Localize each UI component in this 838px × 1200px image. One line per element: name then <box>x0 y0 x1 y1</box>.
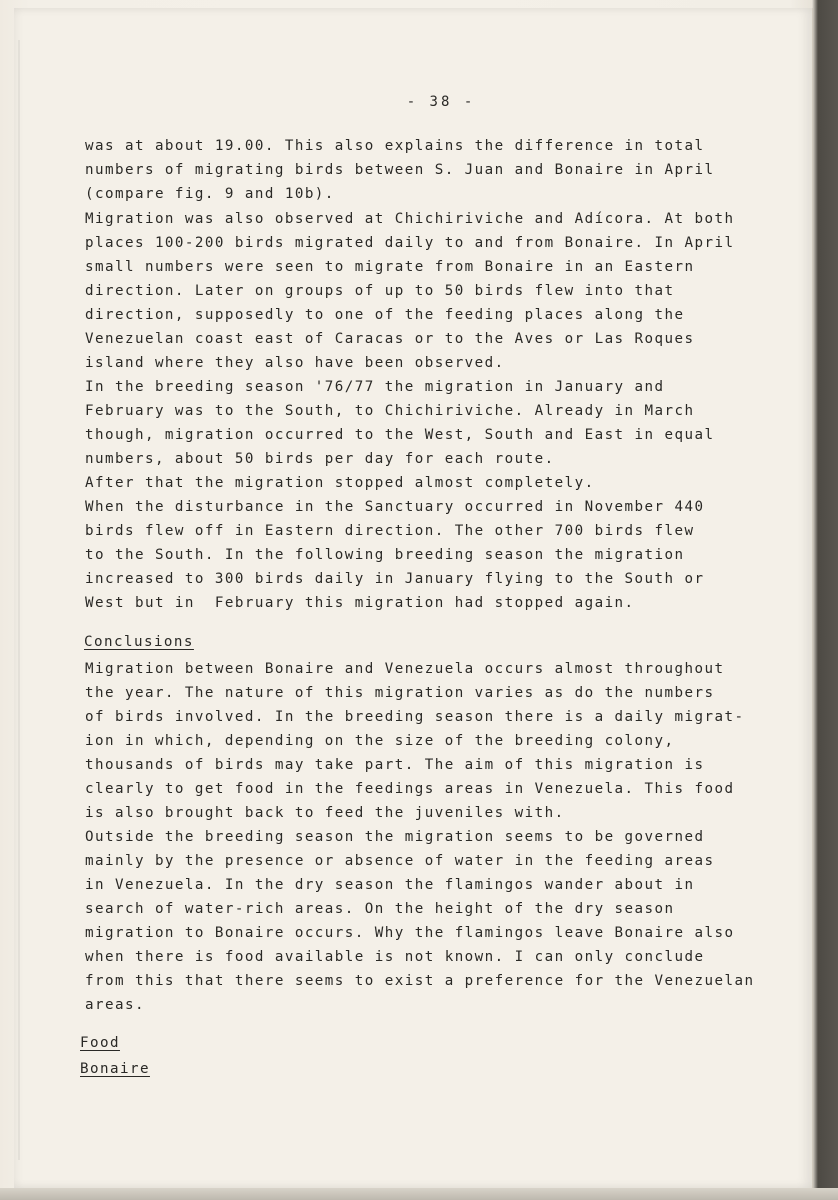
text-line: clearly to get food in the feedings areas in Venezuela. This food <box>85 781 735 797</box>
text-line: Migration between Bonaire and Venezuela occurs almost throughout <box>85 661 725 677</box>
text-line: numbers of migrating birds between S. Juan and Bonaire in April <box>85 162 715 178</box>
text-line: though, migration occurred to the West, South and East in equal <box>85 427 715 443</box>
text-line: ion in which, depending on the size of the breeding colony, <box>85 733 675 749</box>
text-line: from this that there seems to exist a preference for the Venezuelan <box>85 973 755 989</box>
text-line: when there is food available is not known. I can only conclude <box>85 949 705 965</box>
text-line: direction. Later on groups of up to 50 birds flew into that <box>85 283 675 299</box>
text-line: birds flew off in Eastern direction. The other 700 birds flew <box>85 523 695 539</box>
text-line: Migration was also observed at Chichiriviche and Adícora. At both <box>85 211 735 227</box>
text-line: areas. <box>85 997 145 1013</box>
text-line: in Venezuela. In the dry season the flamingos wander about in <box>85 877 695 893</box>
text-line: thousands of birds may take part. The aim of this migration is <box>85 757 705 773</box>
text-line: mainly by the presence or absence of water in the feeding areas <box>85 853 715 869</box>
text-line: (compare fig. 9 and 10b). <box>85 186 335 202</box>
text-line: is also brought back to feed the juveniles with. <box>85 805 565 821</box>
text-line: West but in February this migration had stopped again. <box>85 595 635 611</box>
text-line: increased to 300 birds daily in January flying to the South or <box>85 571 705 587</box>
page-number: - 38 - <box>406 94 476 110</box>
text-line: February was to the South, to Chichiriviche. Already in March <box>85 403 695 419</box>
text-line: Outside the breeding season the migration seems to be governed <box>85 829 705 845</box>
text-line: When the disturbance in the Sanctuary occurred in November 440 <box>85 499 705 515</box>
text-line: island where they also have been observed. <box>85 355 505 371</box>
text-line: After that the migration stopped almost completely. <box>85 475 595 491</box>
text-line: to the South. In the following breeding season the migration <box>85 547 685 563</box>
text-line: direction, supposedly to one of the feeding places along the <box>85 307 685 323</box>
text-line: was at about 19.00. This also explains the difference in total <box>85 138 705 154</box>
section-heading-food: Food <box>80 1035 120 1051</box>
subsection-heading-bonaire: Bonaire <box>80 1061 150 1077</box>
text-line: places 100-200 birds migrated daily to and from Bonaire. In April <box>85 235 735 251</box>
text-line: migration to Bonaire occurs. Why the flamingos leave Bonaire also <box>85 925 735 941</box>
text-line: Venezuelan coast east of Caracas or to the Aves or Las Roques <box>85 331 695 347</box>
text-line: of birds involved. In the breeding season there is a daily migrat- <box>85 709 745 725</box>
section-heading-conclusions: Conclusions <box>84 634 194 650</box>
text-line: search of water-rich areas. On the height of the dry season <box>85 901 675 917</box>
page-bottom-edge <box>0 1188 838 1200</box>
text-line: In the breeding season '76/77 the migration in January and <box>85 379 665 395</box>
text-line: small numbers were seen to migrate from Bonaire in an Eastern <box>85 259 695 275</box>
text-line: numbers, about 50 birds per day for each route. <box>85 451 555 467</box>
binding-shadow <box>18 40 20 1160</box>
text-line: the year. The nature of this migration varies as do the numbers <box>85 685 715 701</box>
